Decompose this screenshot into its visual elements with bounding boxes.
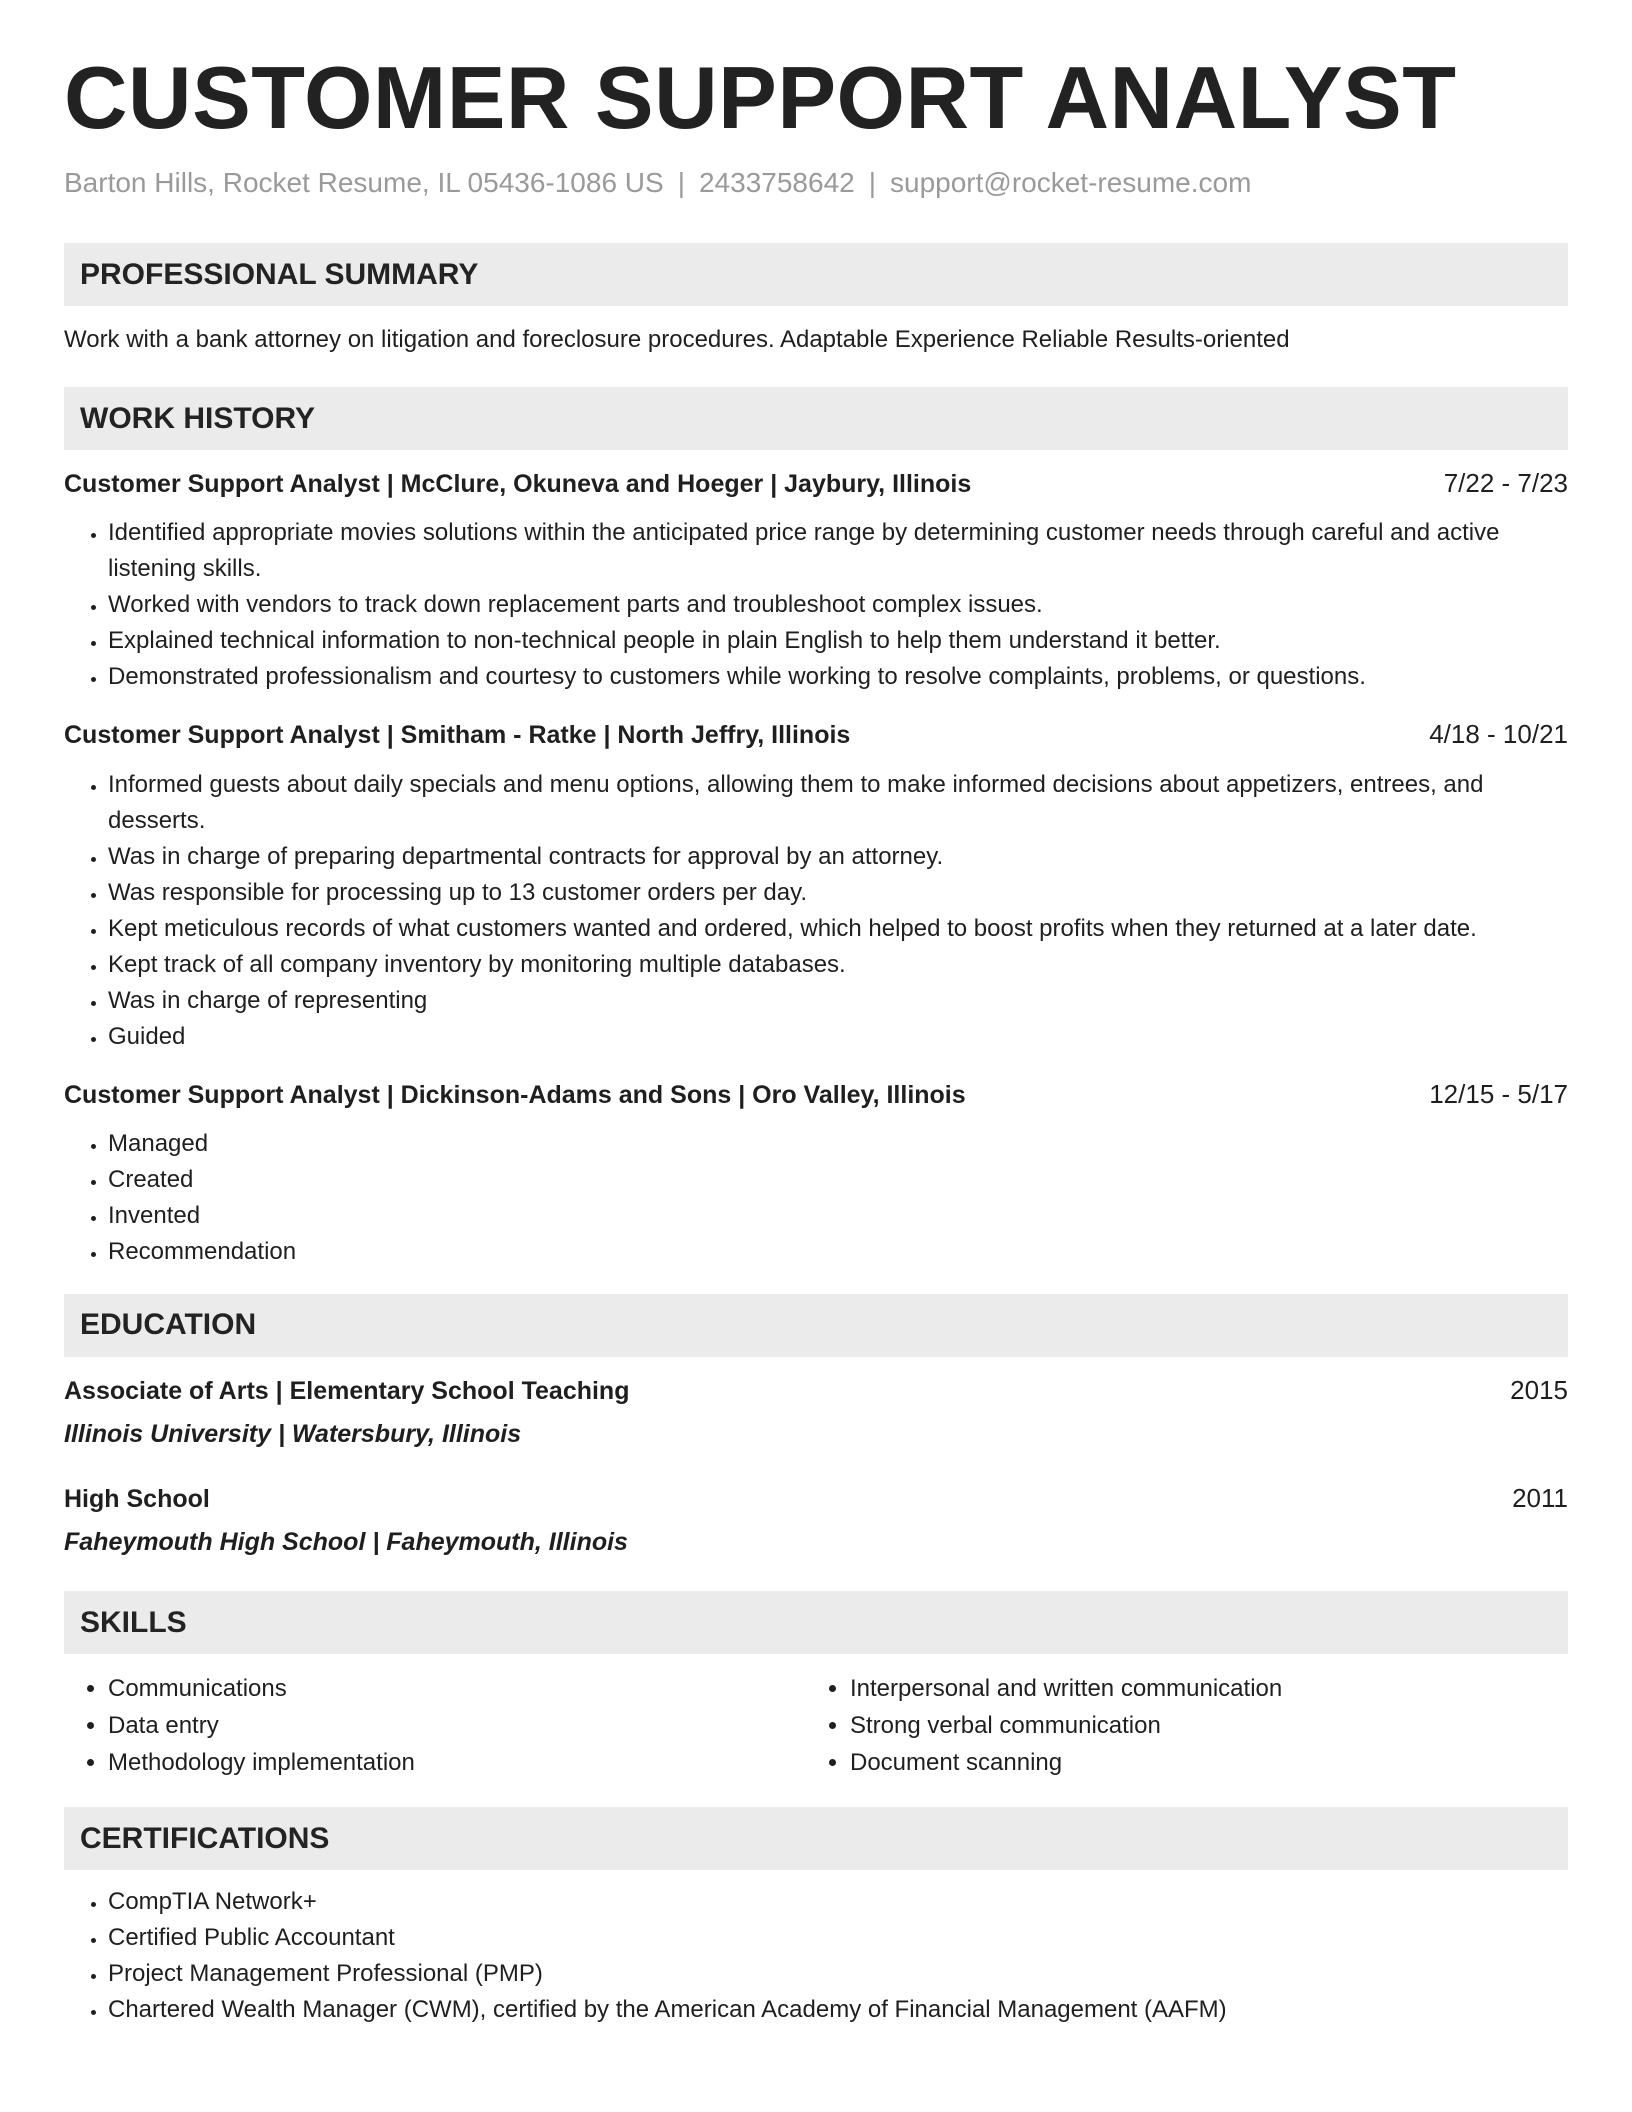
skill-item: • Communications — [108, 1670, 806, 1707]
section-header-summary: PROFESSIONAL SUMMARY — [64, 243, 1568, 306]
education-school: Illinois University | Watersbury, Illinois — [64, 1419, 522, 1448]
resume-content — [64, 48, 1568, 2028]
job-bullet: • Demonstrated professionalism and courtesy to customers while working to resolve complaints, problems, or questions. — [108, 659, 1568, 695]
summary-text: Work with a bank attorney on litigation and foreclosure procedures. Adaptable Experience Reliable Results-oriented — [64, 326, 1290, 353]
contact-phone: 2433758642 — [698, 167, 855, 198]
education-header — [64, 1483, 1568, 1514]
education-entry — [64, 1375, 1568, 1449]
contact-address: Barton Hills, Rocket Resume, IL 05436-1086 US — [64, 167, 664, 198]
education-header — [64, 1375, 1568, 1406]
job-bullet: • Managed — [108, 1126, 1568, 1162]
job-header — [64, 1079, 1568, 1110]
job-entry — [64, 1079, 1568, 1270]
contact-email: support@rocket-resume.com — [890, 167, 1252, 198]
job-title: Customer Support Analyst | Smitham - Ratke | North Jeffry, Illinois — [64, 721, 851, 750]
job-bullet: • Identified appropriate movies solutions within the anticipated price range by determining customer needs through careful and active listening skills. — [108, 515, 1568, 587]
skills-column-right — [806, 1670, 1548, 1781]
job-dates: 12/15 - 5/17 — [1429, 1078, 1568, 1109]
contact-separator: | — [868, 167, 876, 198]
contact-separator: | — [677, 167, 685, 198]
education-degree: Associate of Arts | Elementary School Teaching — [64, 1376, 630, 1405]
job-bullets — [64, 767, 1568, 1055]
certification-item: • Chartered Wealth Manager (CWM), certified by the American Academy of Financial Management (AAFM) — [108, 1992, 1568, 2028]
job-bullet: • Guided — [108, 1019, 1568, 1055]
education-year: 2011 — [1512, 1482, 1568, 1513]
job-bullet: • Kept track of all company inventory by monitoring multiple databases. — [108, 947, 1568, 983]
section-header-education: EDUCATION — [64, 1294, 1568, 1357]
job-bullet: • Was in charge of preparing departmental contracts for approval by an attorney. — [108, 839, 1568, 875]
job-bullet: • Informed guests about daily specials and menu options, allowing them to make informed decisions about appetizers, entrees, and desserts. — [108, 767, 1568, 839]
candidate-name: CUSTOMER SUPPORT ANALYST — [64, 48, 1457, 147]
job-bullet: • Was in charge of representing — [108, 983, 1568, 1019]
certification-item: • Certified Public Accountant — [108, 1920, 1568, 1956]
job-title: Customer Support Analyst | McClure, Okuneva and Hoeger | Jaybury, Illinois — [64, 470, 972, 499]
education-entry — [64, 1483, 1568, 1557]
job-header — [64, 719, 1568, 750]
skill-item: • Methodology implementation — [108, 1744, 806, 1781]
certification-item: • Project Management Professional (PMP) — [108, 1956, 1568, 1992]
certification-item: • CompTIA Network+ — [108, 1884, 1568, 1920]
job-bullet: • Kept meticulous records of what customers wanted and ordered, which helped to boost profits when they returned at a later date. — [108, 911, 1568, 947]
job-bullet: • Worked with vendors to track down replacement parts and troubleshoot complex issues. — [108, 587, 1568, 623]
job-dates: 7/22 - 7/23 — [1443, 468, 1568, 499]
job-bullet: • Was responsible for processing up to 13 customer orders per day. — [108, 875, 1568, 911]
skill-item: • Data entry — [108, 1707, 806, 1744]
job-entry — [64, 719, 1568, 1054]
job-entry — [64, 468, 1568, 695]
job-bullets — [64, 1126, 1568, 1270]
contact-line — [64, 169, 1568, 197]
education-year: 2015 — [1510, 1374, 1568, 1405]
job-title: Customer Support Analyst | Dickinson-Adams and Sons | Oro Valley, Illinois — [64, 1080, 966, 1109]
education-school: Faheymouth High School | Faheymouth, Illinois — [64, 1528, 628, 1557]
skills-column-left — [64, 1670, 806, 1781]
job-bullet: • Created — [108, 1162, 1568, 1198]
skill-item: • Document scanning — [850, 1744, 1548, 1781]
education-degree: High School — [64, 1484, 210, 1513]
certifications-list — [64, 1884, 1568, 2028]
job-header — [64, 468, 1568, 499]
job-bullet: • Invented — [108, 1198, 1568, 1234]
skill-item: • Strong verbal communication — [850, 1707, 1548, 1744]
skills-grid — [64, 1670, 1568, 1781]
section-header-certifications: CERTIFICATIONS — [64, 1807, 1568, 1870]
job-bullets — [64, 515, 1568, 695]
section-header-skills: SKILLS — [64, 1591, 1568, 1654]
job-dates: 4/18 - 10/21 — [1429, 719, 1568, 750]
skill-item: • Interpersonal and written communication — [850, 1670, 1548, 1707]
job-bullet: • Recommendation — [108, 1234, 1568, 1270]
job-bullet: • Explained technical information to non-technical people in plain English to help them understand it better. — [108, 623, 1568, 659]
section-header-work-history: WORK HISTORY — [64, 387, 1568, 450]
